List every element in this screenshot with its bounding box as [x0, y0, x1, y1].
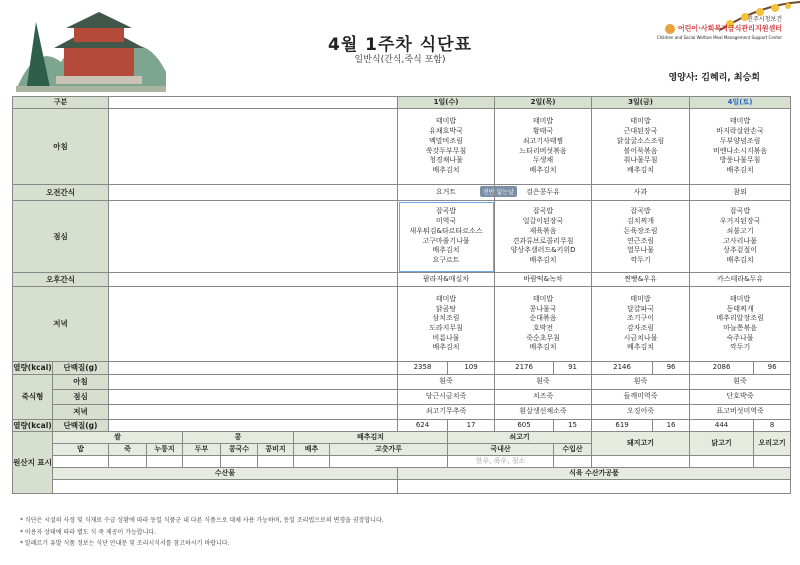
- menu-cell[interactable]: 태미밥 동태찌개 메추리알장조림 마늘쫑볶음 숙주나물 깍두기: [690, 287, 791, 362]
- energy-protein-label: 단백질(g): [53, 362, 109, 375]
- beef-note: 한우, 육우, 젖소: [448, 456, 554, 468]
- porridge-label: 죽식형: [13, 375, 53, 420]
- porridge-row-label: 아침: [53, 375, 109, 390]
- origin-item: 콩비지: [258, 444, 294, 456]
- footnote: * 알레르기 유발 식품 정보는 식단 안내문 및 조리시식서를 참고하시기 바랍니다.: [20, 540, 230, 547]
- org-logo: [632, 16, 782, 42]
- menu-cell[interactable]: 태미밥 콩나물국 순대볶음 호박전 죽순초무침 배추김치: [495, 287, 592, 362]
- protein-value: 17: [448, 420, 495, 432]
- kcal-value: 624: [398, 420, 448, 432]
- protein-value: 109: [448, 362, 495, 375]
- origin-item: 배추: [294, 444, 330, 456]
- protein-value: 8: [754, 420, 791, 432]
- menu-cell[interactable]: 잡곡밥 김치찌개 돈육장조림 연근조림 열무나물 깍두기: [592, 201, 690, 273]
- org-name: 어린이·사회복지급식관리지원센터: [677, 24, 782, 33]
- protein-value: 16: [653, 420, 690, 432]
- origin-item: 죽: [109, 444, 147, 456]
- category-header: 구분: [13, 97, 109, 109]
- energy-protein-label: 단백질(g): [53, 420, 109, 432]
- porridge-cell[interactable]: 흰죽: [495, 375, 592, 390]
- protein-value: 96: [754, 362, 791, 375]
- snack-cell[interactable]: 찐빵&우유: [592, 273, 690, 287]
- menu-cell[interactable]: 잡곡밥 얼갈이된장국 제육볶음 견과류브로콜리무침 양상추샐러드&키위D 배추김치: [495, 201, 592, 273]
- footnote: * 식단은 시설의 사정 및 식재료 수급 상황에 따라 동일 식품군 내 다른 식품으로 대체 사용 가능하며, 동일 조리법으로의 변경을 권장합니다.: [20, 517, 384, 524]
- day-header: 3일(금): [592, 97, 690, 109]
- kcal-value: 2086: [690, 362, 754, 375]
- day-header: 1일(수): [398, 97, 495, 109]
- porridge-cell[interactable]: 치즈죽: [495, 390, 592, 405]
- page-title: 4월 1주차 식단표: [327, 35, 473, 55]
- protein-value: 96: [653, 362, 690, 375]
- snack-cell[interactable]: 검은콩두유: [495, 185, 592, 201]
- nutritionist: 영양사: 김혜리, 최승희: [668, 73, 760, 83]
- origin-beef: 쇠고기: [448, 432, 592, 444]
- page-subtitle: 일반식(간식,죽식 포함): [354, 55, 446, 65]
- menu-cell-selected[interactable]: 잡곡밥 미역국 새우튀김&타르타르소스 고구마줄기나물 배추김치 요구르트: [398, 201, 495, 273]
- day-header: 4일(토): [690, 97, 791, 109]
- snack-cell[interactable]: 요거트: [398, 185, 495, 201]
- menu-cell[interactable]: 태미밥 닭곰탕 삼치조림 도라지무침 비름나물 배추김치: [398, 287, 495, 362]
- protein-value: 91: [554, 362, 592, 375]
- kcal-value: 444: [690, 420, 754, 432]
- origin-label: 원산지 표시: [13, 432, 53, 494]
- menu-table: [12, 96, 791, 494]
- origin-item: 밥: [53, 444, 109, 456]
- origin-rice: 쌀: [53, 432, 183, 444]
- snack-cell[interactable]: 사과: [592, 185, 690, 201]
- origin-processed: 식육 수산가공품: [398, 468, 791, 480]
- energy-kcal-label: 열량(kcal): [13, 420, 52, 430]
- footnotes: [20, 515, 384, 550]
- meal-label-am-snack: 오전간식: [13, 185, 109, 201]
- porridge-cell[interactable]: 단호박죽: [690, 390, 791, 405]
- meal-label-breakfast: 아침: [13, 109, 109, 185]
- meal-label-pm-snack: 오후간식: [13, 273, 109, 287]
- origin-chicken: 닭고기: [690, 432, 754, 456]
- porridge-row-label: 저녁: [53, 405, 109, 420]
- protein-value: 15: [554, 420, 592, 432]
- kcal-value: 619: [592, 420, 653, 432]
- porridge-cell[interactable]: 흰살생선채소죽: [495, 405, 592, 420]
- org-line1: 진주시청보건: [747, 16, 782, 23]
- menu-cell[interactable]: 태미밥 바지락살완손국 두부양념조림 비엔나소시지볶음 방풍나물무침 배추김치: [690, 109, 791, 185]
- menu-cell[interactable]: 태미밥 근대된장국 닭살굴소스조림 볼어묵볶음 취나물무침 배추김치: [592, 109, 690, 185]
- energy-kcal-label: 열량(kcal): [13, 362, 53, 375]
- kcal-value: 605: [495, 420, 554, 432]
- menu-cell[interactable]: 잡곡밥 우거지된장국 쇠불고기 고사리나물 상추겉절이 배추김치: [690, 201, 791, 273]
- day-header: 2일(목): [495, 97, 592, 109]
- porridge-cell[interactable]: 흰죽: [690, 375, 791, 390]
- origin-kimchi: 배추김치: [294, 432, 448, 444]
- porridge-cell[interactable]: 오징어죽: [592, 405, 690, 420]
- origin-seafood: 수산물: [53, 468, 398, 480]
- origin-item: 누룽지: [147, 444, 183, 456]
- snack-cell[interactable]: 카스테라&두유: [690, 273, 791, 287]
- snack-cell[interactable]: 팥라자&매실차: [398, 273, 495, 287]
- origin-item: 콩국수: [221, 444, 258, 456]
- origin-item: 국내산: [448, 444, 554, 456]
- status-badge: 전반 없는날: [480, 186, 517, 197]
- kcal-value: 2146: [592, 362, 653, 375]
- origin-item: 고춧가루: [330, 444, 448, 456]
- snack-cell[interactable]: 바람떡&녹차: [495, 273, 592, 287]
- origin-pork: 돼지고기: [592, 432, 690, 456]
- menu-cell[interactable]: 태미밥 유채호박국 멕말비조림 쑥갓두부무침 청경채나물 배추김치: [398, 109, 495, 185]
- menu-cell[interactable]: 태미밥 황태국 쇠고기사태찜 느타리버섯볶음 두생채 배추김치: [495, 109, 592, 185]
- header-banner: [0, 0, 800, 92]
- menu-cell[interactable]: 태미밥 달걀파국 조기구이 감자조림 시금치나물 배추김치: [592, 287, 690, 362]
- kcal-value: 2176: [495, 362, 554, 375]
- porridge-cell[interactable]: 흰죽: [592, 375, 690, 390]
- center-logo-icon: [665, 24, 675, 34]
- kcal-value: 2358: [398, 362, 448, 375]
- porridge-row-label: 점심: [53, 390, 109, 405]
- meal-label-dinner: 저녁: [13, 287, 109, 362]
- snack-cell[interactable]: 참외: [690, 185, 791, 201]
- meal-label-lunch: 점심: [13, 201, 109, 273]
- porridge-cell[interactable]: 표고버섯미역죽: [690, 405, 791, 420]
- footnote: * 이용자 상태에 따라 별도 식 죽 제공이 가능합니다.: [20, 528, 157, 536]
- origin-bean: 콩: [183, 432, 294, 444]
- origin-duck: 오리고기: [754, 432, 791, 456]
- porridge-cell[interactable]: 흰죽: [398, 375, 495, 390]
- origin-item: 수입산: [554, 444, 592, 456]
- org-line3: Children and Social Welfare Meal Management Support Center: [656, 35, 782, 40]
- origin-item: 두부: [183, 444, 221, 456]
- porridge-cell[interactable]: 들깨미역죽: [592, 390, 690, 405]
- porridge-cell[interactable]: 당근시금치죽: [398, 390, 495, 405]
- porridge-cell[interactable]: 쇠고기무추죽: [398, 405, 495, 420]
